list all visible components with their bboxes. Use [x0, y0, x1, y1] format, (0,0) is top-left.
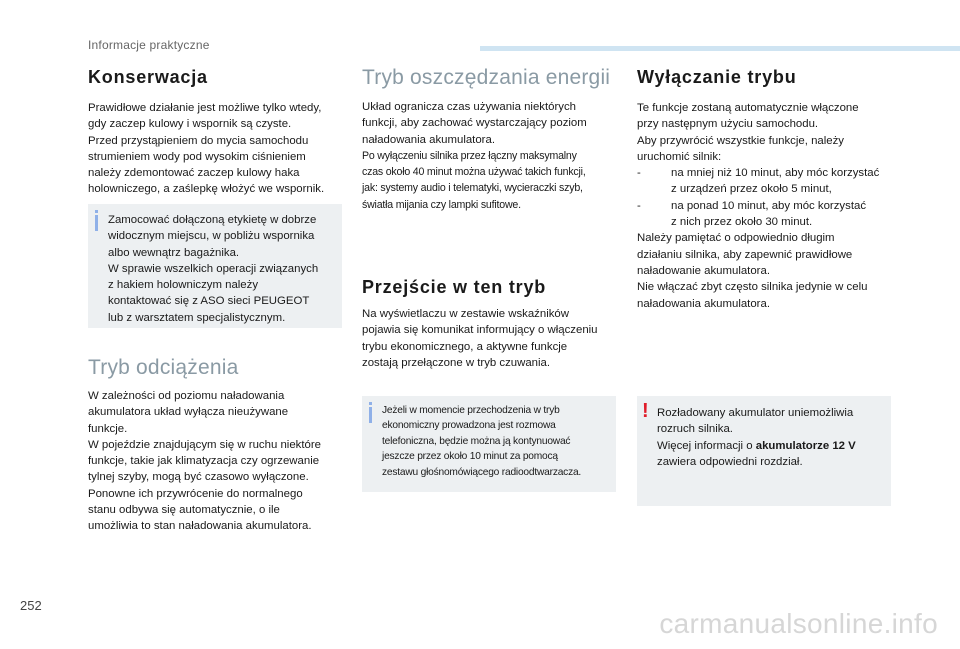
- column-tryb-oszczedzania: [362, 62, 616, 478]
- paragraph-wylaczanie-2: Należy pamiętać o odpowiednio długim działaniu silnika, aby zapewnić prawidłowe naładowanie akumulatora. Nie włączać zbyt często silnika jedynie w celu naładowania akumulatora.: [637, 232, 868, 310]
- info-icon: [369, 407, 372, 423]
- warning-note-text: Rozładowany akumulator uniemożliwia rozruch silnika. Więcej informacji o akumulatorze 12 V zawiera odpowiedni rozdział.: [657, 407, 856, 468]
- list-item: [637, 165, 891, 198]
- column-konserwacja: [88, 62, 342, 533]
- heading-przejscie: Przejście w ten tryb: [362, 277, 547, 297]
- link-akumulator: akumulatorze 12 V: [755, 439, 856, 452]
- info-note-etykieta: [88, 204, 342, 328]
- paragraph-konserwacja: Prawidłowe działanie jest możliwe tylko wtedy, gdy zaczep kulowy i wspornik są czyste. Przed przystąpieniem do mycia samochodu strumieniem wody pod wysokim ciśnieniem należy zdemontować zaczep kulowy haka holowniczego, a zaślepkę włożyć we wspornik.: [88, 102, 325, 196]
- warning-icon: !: [642, 400, 649, 422]
- list-item-text: na mniej niż 10 minut, aby móc korzystać z urządzeń przez około 5 minut,: [671, 167, 880, 196]
- info-note-text: Jeżeli w momencie przechodzenia w tryb ekonomiczny prowadzona jest rozmowa telefoniczna, będzie można ją kontynuować jeszcze przez około 10 minut za pomocą zestawu głośnomówiącego radioodtwarzacza.: [382, 405, 582, 478]
- heading-tryb-odciazenia: Tryb odciążenia: [88, 356, 239, 379]
- column-wylaczanie: [637, 62, 891, 468]
- list-dash: -: [637, 199, 641, 212]
- running-header: Informacje praktyczne: [88, 38, 210, 52]
- paragraph-wylaczanie: Te funkcje zostaną automatycznie włączone przy następnym użyciu samochodu. Aby przywrócić wszystkie funkcje, należy uruchomić silnik:: [637, 102, 859, 163]
- info-note-text: Zamocować dołączoną etykietę w dobrze widocznym miejscu, w pobliżu wspornika albo wewnątrz bagażnika. W sprawie wszelkich operacji związanych z hakiem holowniczym należy kontaktować się z ASO sieci PEUGEOT lub z warsztatem specjalistycznym.: [108, 214, 319, 324]
- list-item-text: na ponad 10 minut, aby móc korzystać z nich przez około 30 minut.: [671, 199, 867, 229]
- heading-tryb-oszczedzania: Tryb oszczędzania energii: [362, 66, 611, 89]
- heading-wylaczanie: Wyłączanie trybu: [637, 67, 797, 87]
- paragraph-tryb-oszczedzania: Układ ogranicza czas używania niektórych funkcji, aby zachować wystarczający poziom naładowania akumulatora.: [362, 101, 587, 146]
- header-accent-bar: [480, 46, 960, 51]
- warning-note-akumulator: [637, 396, 891, 506]
- paragraph-tryb-oszczedzania-czas: Po wyłączeniu silnika przez łączny maksymalny czas około 40 minut można używać takich funkcji, jak: systemy audio i telematyki, wycieraczki szyb, światła mijania czy lampki sufitowe.: [362, 149, 586, 211]
- list-item: [637, 198, 891, 231]
- info-note-rozmowa: [362, 396, 616, 492]
- paragraph-przejscie: Na wyświetlaczu w zestawie wskaźników pojawia się komunikat informujący o włączeniu trybu ekonomicznego, a aktywne funkcje zostają przełączone w tryb czuwania.: [362, 308, 598, 369]
- watermark: carmanualsonline.info: [659, 608, 938, 639]
- list-dash: -: [637, 167, 641, 180]
- page-number: 252: [20, 598, 42, 613]
- heading-konserwacja: Konserwacja: [88, 67, 208, 87]
- paragraph-tryb-odciazenia: W zależności od poziomu naładowania akumulatora układ wyłącza nieużywane funkcje. W pojeździe znajdującym się w ruchu niektóre funkcje, takie jak klimatyzacja czy ogrzewanie tylnej szyby, mogą być czasowo wyłączone. Ponowne ich przywrócenie do normalnego stanu odbywa się automatycznie, o ile umożliwia to stan naładowania akumulatora.: [88, 390, 321, 533]
- info-icon: [95, 215, 98, 231]
